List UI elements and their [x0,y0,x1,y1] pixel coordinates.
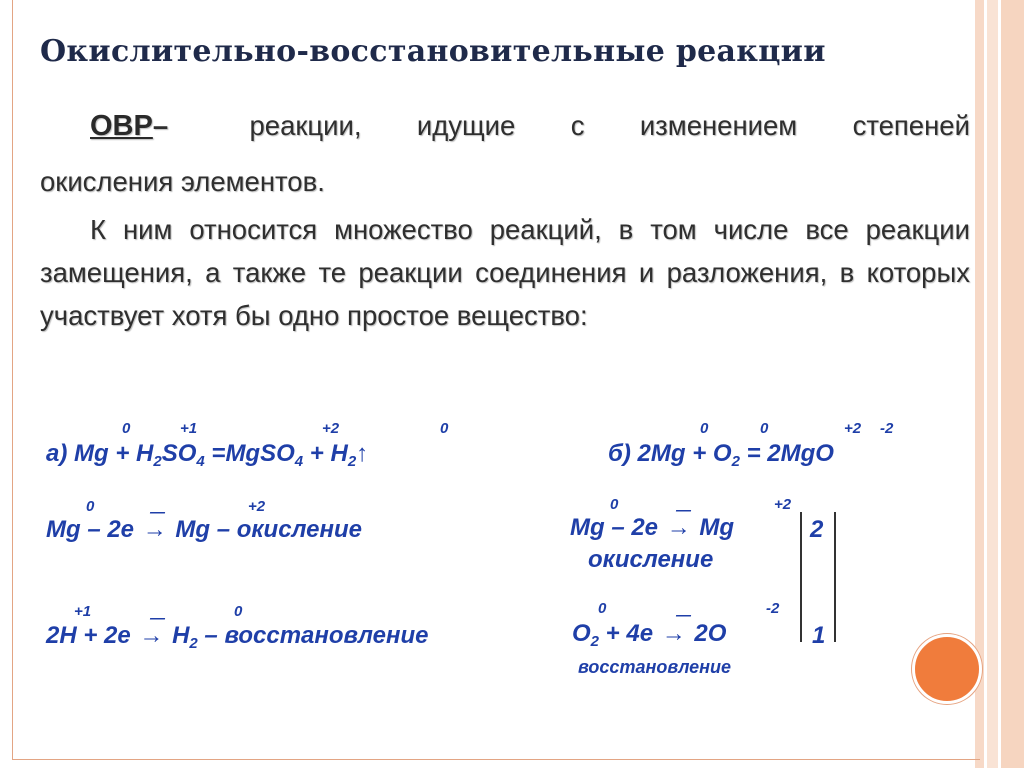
electron-mark: — [676,607,691,624]
balance-divider-line [800,512,802,642]
formula-part: SO [161,440,197,467]
reaction-label: а) [46,440,68,467]
reaction-a-reduction [46,622,429,652]
body-paragraph: К ним относится множество реакций, в том числе все реакции замещения, а также те реакции соединения и разложения, в которых участвует хотя бы одно простое вещество: [40,214,970,331]
formula-part: MgSO [225,440,295,467]
formula-subscript: 2 [153,453,162,470]
definition-word: степеней [852,110,970,141]
half-reaction-mid: + 4e [599,620,654,647]
reaction-a-oxidation [46,516,362,544]
decor-bar [987,0,998,768]
oxidation-state: +2 [248,498,266,515]
formula-part: H [136,440,154,467]
definition-term: ОВР [90,110,153,142]
electron-mark: — [676,502,691,519]
oxidation-state: -2 [766,600,780,617]
definition-word: изменением [639,110,798,141]
half-reaction-left: O [572,620,591,647]
oxidation-state: +1 [180,420,198,437]
half-reaction-left: Mg – 2e [46,516,135,543]
definition-dash: – [152,110,169,141]
electron-mark: — [150,610,165,627]
half-reaction-right: Mg [699,514,735,541]
oxidation-state: -2 [880,420,894,437]
formula-part: = [211,440,226,467]
oxidation-state: 0 [760,420,769,437]
oxidation-state: 0 [122,420,131,437]
reaction-b-reduction [572,620,726,650]
frame-line-left [12,0,13,760]
oxidation-state: 0 [598,600,607,617]
formula-subscript: 2 [590,633,600,650]
oxidation-state: +2 [774,496,792,513]
formula-subscript: 2 [731,453,740,470]
arrow-right-icon: → [142,516,167,543]
formula-subscript: 2 [347,453,357,470]
orange-circle-decoration [912,634,982,704]
oxidation-state: 0 [700,420,709,437]
reaction-a-equation [46,440,368,470]
balance-divider-line [834,512,836,642]
oxidation-state: +2 [322,420,340,437]
definition-term-group [90,104,194,148]
reaction-b-oxidation [570,514,734,542]
arrow-right-icon: → [139,622,164,649]
balance-coefficient: 1 [812,622,826,649]
half-reaction-right: H [172,622,190,649]
slide-title: Окислительно-восстановительные реакции [40,34,826,69]
formula-subscript: 4 [196,453,205,470]
decor-bar [1001,0,1024,768]
definition-line-1 [40,104,970,148]
gas-arrow-icon: ↑ [356,440,369,467]
formula-part: H [330,440,348,467]
reaction-b-equation [608,440,834,470]
arrow-right-icon: → [661,620,686,647]
definition-paragraph [40,104,970,203]
electron-mark: — [150,504,165,521]
half-reaction-left: 2H + 2e [46,622,131,649]
formula-subscript: 4 [294,453,304,470]
half-reaction-right: 2O [694,620,727,647]
reaction-label: б) [608,440,631,467]
formula-part: + [115,440,130,467]
formula-part: Mg [74,440,109,467]
formula-part: = 2MgO [739,440,834,467]
formula-part: 2Mg + O [637,440,732,467]
oxidation-state: +1 [74,603,92,620]
oxidation-state: 0 [86,498,95,515]
oxidation-state: 0 [234,603,243,620]
frame-line-bottom [12,759,980,760]
half-reaction-left: Mg – 2e [570,514,659,541]
definition-word: идущие [416,110,516,141]
oxidation-state: +2 [844,420,862,437]
half-reaction-tail: – восстановление [197,622,429,649]
formula-part: + [309,440,324,467]
oxidation-state: 0 [440,420,449,437]
arrow-right-icon: → [666,514,691,541]
definition-word: с [570,110,585,141]
reaction-b-reduction-word: восстановление [578,657,732,677]
balance-coefficient: 2 [810,516,824,543]
oxidation-state: 0 [610,496,619,513]
definition-word: реакции, [249,110,362,141]
definition-line-2: окисления элементов. [40,166,325,197]
reaction-b-oxidation-word: окисление [588,546,714,573]
half-reaction-right: Mg – окисление [175,516,363,543]
formula-subscript: 2 [189,635,198,652]
